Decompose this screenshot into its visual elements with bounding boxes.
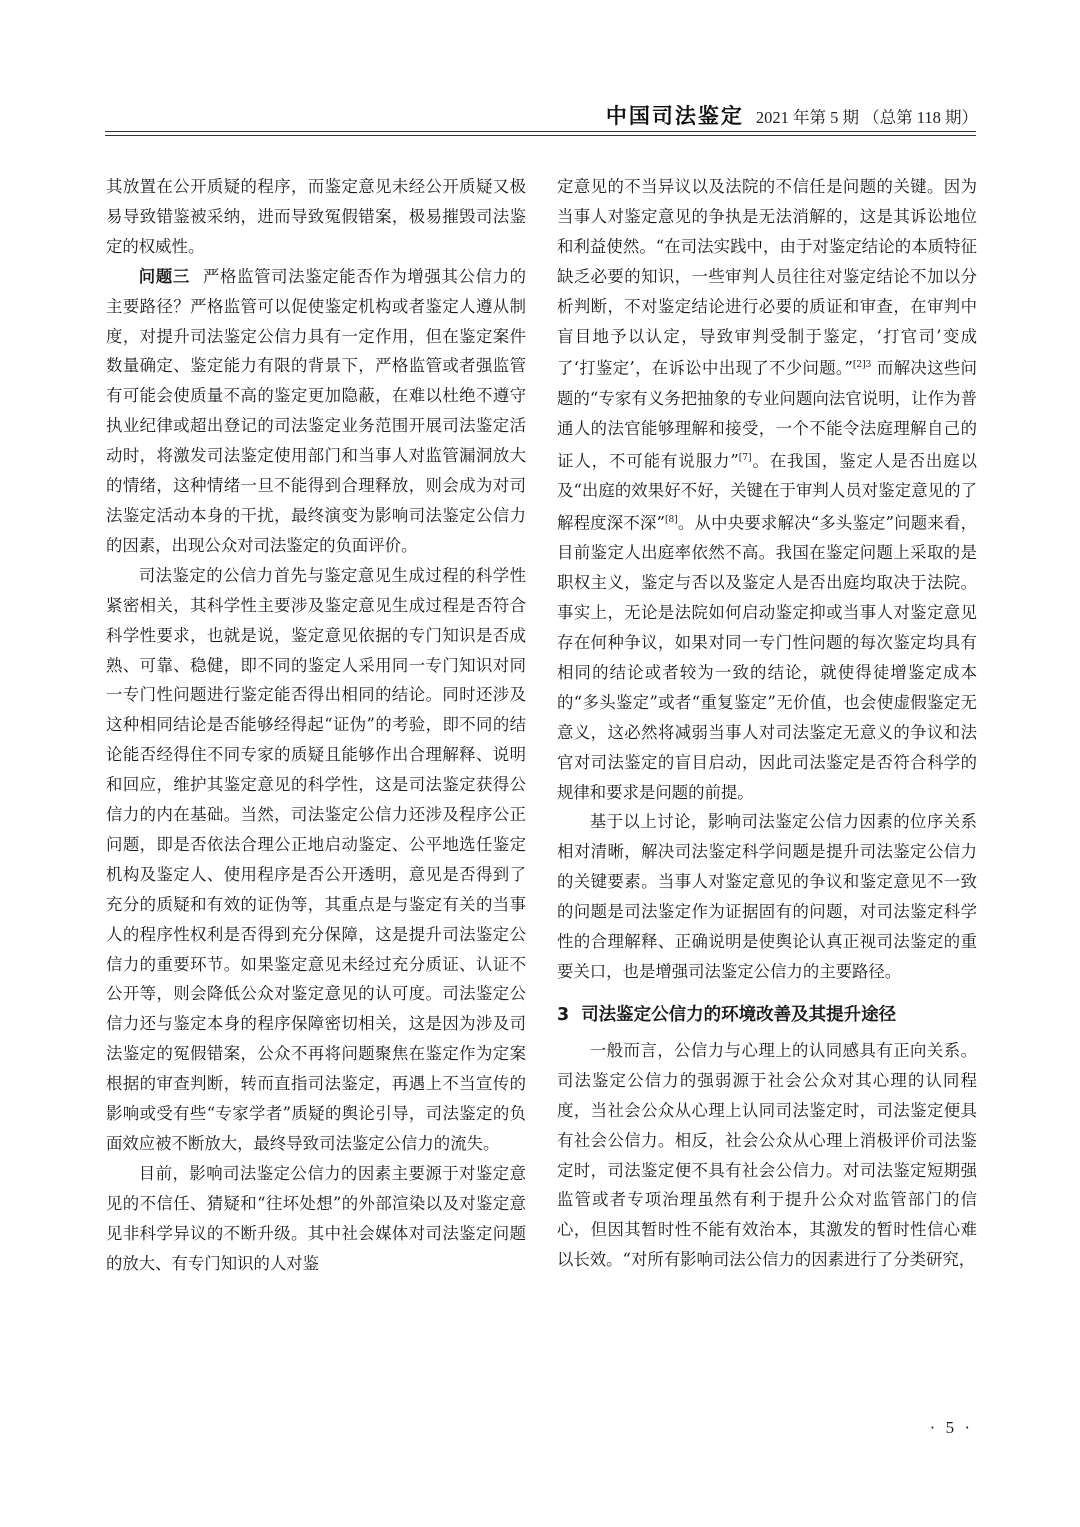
section-heading bbox=[557, 1000, 977, 1030]
section-number: 3 bbox=[557, 1004, 570, 1025]
text-run: 而解决这些问题的“专家有义务把抽象的专业问题向法官说明，让作为普通人的法官能够理解和接受，一个不能令法庭理解自己的证人，不可能有说服力” bbox=[557, 358, 977, 471]
header-rule-thin bbox=[105, 135, 976, 136]
text-run: 定意见的不当异议以及法院的不信任是问题的关键。因为当事人对鉴定意见的争执是无法消解的，这是其诉讼地位和利益使然。“在司法实践中，由于对鉴定结论的本质特征缺乏必要的知识，一些审判人员往往对鉴定结论不加以分析判断，不对鉴定结论进行必要的质证和审查，在审判中盲目地予以认定，导致审判受制于鉴定，‘打官司’变成了‘打鉴定’，在诉讼中出现了不少问题。” bbox=[557, 177, 977, 378]
text-run: 。在我国，鉴定人是否出庭以及“出庭的效果好不好，关键在于审判人员对鉴定意见的了解程度深不深” bbox=[557, 451, 977, 533]
citation: [2]3 bbox=[852, 360, 872, 371]
question-three-paragraph bbox=[106, 262, 526, 561]
question-label: 问题三 bbox=[138, 266, 190, 286]
paragraph bbox=[557, 172, 977, 807]
right-column bbox=[557, 172, 977, 1422]
question-text: 严格监管司法鉴定能否作为增强其公信力的主要路径？严格监管可以促使鉴定机构或者鉴定人遵从制度，对提升司法鉴定公信力具有一定作用，但在鉴定案件数量确定、鉴定能力有限的背景下，严格监管或者强监管有可能会使质量不高的鉴定更加隐蔽，在难以杜绝不遵守执业纪律或超出登记的司法鉴定业务范围开展司法鉴定活动时，将激发司法鉴定使用部门和当事人对监管漏洞放大的情绪，这种情绪一旦不能得到合理释放，则会成为对司法鉴定活动本身的干扰，最终演变为影响司法鉴定公信力的因素，出现公众对司法鉴定的负面评价。 bbox=[106, 266, 526, 555]
text-run: 。从中央要求解决“多头鉴定”问题来看，目前鉴定人出庭率依然不高。我国在鉴定问题上采取的是职权主义，鉴定与否以及鉴定人是否出庭均取决于法院。事实上，无论是法院如何启动鉴定抑或当事人对鉴定意见存在何种争议，如果对同一专门性问题的每次鉴定均具有相同的结论或者较为一致的结论，就使得徒增鉴定成本的“多头鉴定”或者“重复鉴定”无价值，也会使虚假鉴定无意义，这必然将减弱当事人对司法鉴定无意义的争议和法官对司法鉴定的盲目启动，因此司法鉴定是否符合科学的规律和要求是问题的前提。 bbox=[557, 513, 977, 802]
paragraph: 一般而言，公信力与心理上的认同感具有正向关系。司法鉴定公信力的强弱源于社会公众对其心理的认同程度，当社会公众从心理上认同司法鉴定时，司法鉴定便具有社会公信力。相反，社会公众从心理上消极评价司法鉴定时，司法鉴定便不具有社会公信力。对司法鉴定短期强监管或者专项治理虽然有利于提升公众对监管部门的信心，但因其暂时性不能有效治本，其激发的暂时性信心难以长效。“对所有影响司法公信力的因素进行了分类研究， bbox=[557, 1040, 977, 1270]
page-number: · 5 · bbox=[929, 1418, 973, 1437]
header-rule-thick bbox=[105, 131, 976, 132]
issue-info: 2021 年第 5 期 （总第 118 期） bbox=[755, 108, 978, 127]
paragraph: 司法鉴定的公信力首先与鉴定意见生成过程的科学性紧密相关，其科学性主要涉及鉴定意见生成过程是否符合科学性要求，也就是说，鉴定意见依据的专门知识是否成熟、可靠、稳健，即不同的鉴定人采用同一专门知识对同一专门性问题进行鉴定能否得出相同的结论。同时还涉及这种相同结论是否能够经得起“证伪”的考验，即不同的结论能否经得住不同专家的质疑且能够作出合理解释、说明和回应，维护其鉴定意见的科学性，这是司法鉴定获得公信力的内在基础。当然，司法鉴定公信力还涉及程序公正问题，即是否依法合理公正地启动鉴定、公平地选任鉴定机构及鉴定人、使用程序是否公开透明，意见是否得到了充分的质疑和有效的证伪等，其重点是与鉴定有关的当事人的程序性权利是否得到充分保障，这是提升司法鉴定公信力的重要环节。如果鉴定意见未经过充分质证、认证不公开等，则会降低公众对鉴定意见的认可度。司法鉴定公信力还与鉴定本身的程序保障密切相关，这是因为涉及司法鉴定的冤假错案，公众不再将问题聚焦在鉴定作为定案根据的审查判断，转而直指司法鉴定，再遇上不当宣传的影响或受有些“专家学者”质疑的舆论引导，司法鉴定的负面效应被不断放大，最终导致司法鉴定公信力的流失。 bbox=[106, 565, 526, 1153]
running-header bbox=[606, 100, 978, 130]
paragraph: 目前，影响司法鉴定公信力的因素主要源于对鉴定意见的不信任、猜疑和“往坏处想”的外部渲染以及对鉴定意见非科学异议的不断升级。其中社会媒体对司法鉴定问题的放大、有专门知识的人对鉴 bbox=[106, 1163, 526, 1273]
paragraph: 基于以上讨论，影响司法鉴定公信力因素的位序关系相对清晰，解决司法鉴定科学问题是提升司法鉴定公信力的关键要素。当事人对鉴定意见的争议和鉴定意见不一致的问题是司法鉴定作为证据固有的问题，对司法鉴定科学性的合理解释、正确说明是使舆论认真正视司法鉴定的重要关口，也是增强司法鉴定公信力的主要路径。 bbox=[557, 812, 977, 981]
left-column bbox=[106, 172, 526, 1422]
citation: [7] bbox=[738, 452, 752, 463]
paragraph: 其放置在公开质疑的程序，而鉴定意见未经公开质疑又极易导致错鉴被采纳，进而导致冤假错案，极易摧毁司法鉴定的权威性。 bbox=[106, 177, 526, 256]
citation: [8] bbox=[664, 514, 678, 525]
section-title: 司法鉴定公信力的环境改善及其提升途径 bbox=[581, 1004, 897, 1025]
journal-name: 中国司法鉴定 bbox=[605, 104, 744, 128]
